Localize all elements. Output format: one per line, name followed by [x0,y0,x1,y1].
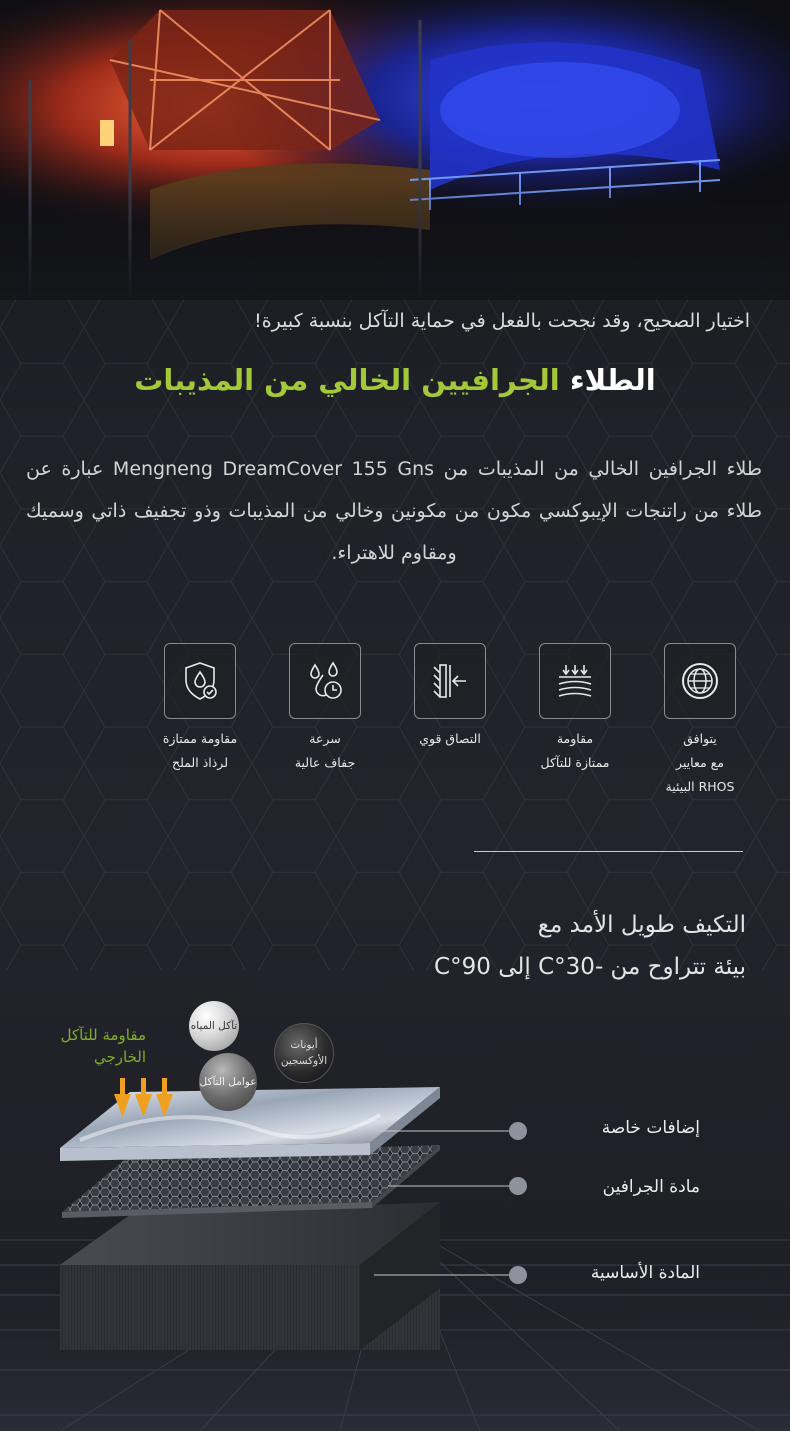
leader-dot-base [509,1266,527,1284]
drops-clock-icon [303,659,347,703]
layer-label-base: المادة الأساسية [590,1263,700,1283]
feature-icon-box [164,643,236,719]
feature-label: يتوافق مع معايير RHOS البيئية [665,731,735,794]
layer-label-graphene: مادة الجرافين [602,1177,700,1197]
water-corrosion-bubble: تآكل المياه [189,1001,239,1051]
feature-rhos [640,643,760,799]
feature-icon-box [414,643,486,719]
shield-drop-icon [178,659,222,703]
feature-label: سرعة جفاف عالية [294,731,356,770]
arrow-down-icon [114,1078,173,1117]
feature-list [140,643,760,813]
feature-adhesion [390,643,510,751]
section-divider [474,851,743,852]
feature-corrosion-resistance [515,643,635,775]
feature-label: مقاومة ممتازة للتآكل [540,731,610,770]
feature-salt-spray [140,643,260,775]
temperature-range-text: التكيف طويل الأمد مع بيئة تتراوح من -30°C إلى 90°C [434,912,746,980]
oxygen-ions-bubble: أيونات الأوكسجين [274,1023,334,1083]
hero-image [0,0,790,300]
leader-dot-top [509,1122,527,1140]
corrosion-agents-bubble: عوامل التآكل [199,1053,257,1111]
external-corrosion-label: مقاومة للتآكل الخارجي [60,1026,146,1066]
leader-dot-mid [509,1177,527,1195]
feature-fast-drying [265,643,385,775]
globe-icon [678,659,722,703]
page-title [20,363,770,397]
feature-icon-box [664,643,736,719]
title-white: الطلاء [569,363,656,397]
feature-label: مقاومة ممتازة لرذاذ الملح [162,731,238,770]
industrial-plant-illustration [0,0,790,300]
adhesion-icon [428,659,472,703]
feature-icon-box [289,643,361,719]
pressure-layers-icon [553,659,597,703]
product-description: طلاء الجرافين الخالي من المذيبات من Mengneng DreamCover 155 Gns عبارة عن طلاء من راتنجات الإيبوكسي مكون من مكونين وخالي من المذيبات وذو تجفيف ذاتي وسميك ومقاوم للاهتراء. [26,458,762,564]
tagline: اختيار الصحيح، وقد نجحت بالفعل في حماية التآكل بنسبة كبيرة! [254,310,750,332]
feature-label: التصاق قوي [419,731,481,746]
layer-label-additives: إضافات خاصة [601,1118,700,1138]
feature-icon-box [539,643,611,719]
title-green: الجرافيين الخالي من المذيبات [134,363,560,397]
